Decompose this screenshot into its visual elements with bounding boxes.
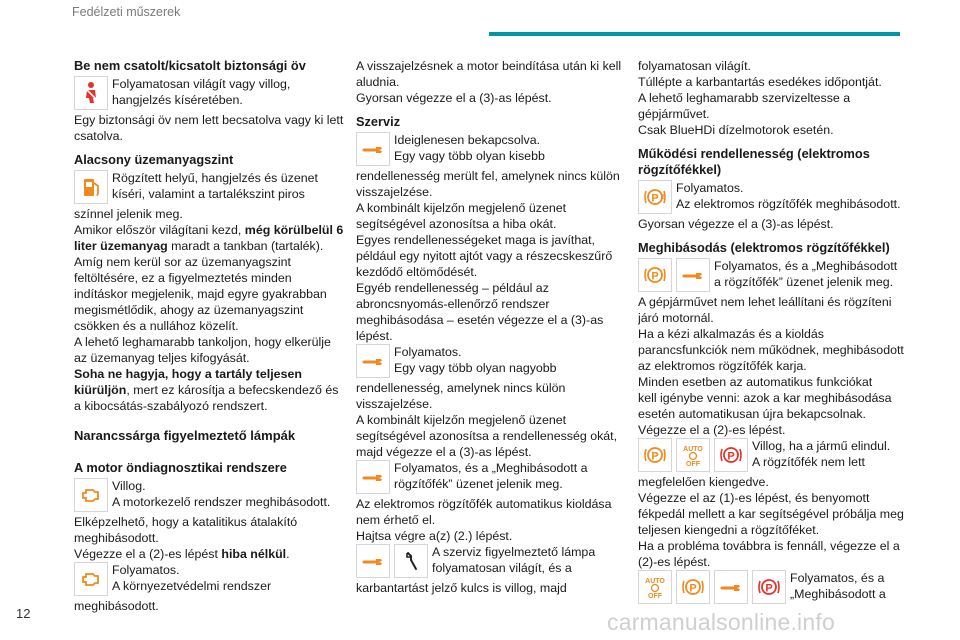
text-line: Villog, ha a jármű elindul.: [752, 439, 891, 453]
text-line: Amikor először világítani kezd, még körülbelül 6: [74, 223, 344, 237]
text-line: Minden esetben az automatikus funkciókat: [638, 375, 873, 389]
fuel-heading: Alacsony üzemanyagszint: [74, 152, 234, 167]
orange-lamps-heading: Narancssárga figyelmeztető lámpák: [74, 428, 296, 443]
diag-heading: A motor öndiagnosztikai rendszere: [74, 460, 287, 475]
fault-block-3: [638, 570, 908, 606]
epb-heading-2: rögzítőfékkel): [638, 162, 722, 177]
parking-brake-fault-icon: [638, 180, 672, 214]
svg-text:!: !: [662, 194, 665, 201]
text-line: hangjelzés kíséretében.: [112, 93, 243, 107]
text-line: például egy nyitott ajtót vagy a részecskeszűrő: [356, 249, 613, 263]
epb-heading-1: Működési rendellenesség (elektromos: [638, 146, 870, 161]
text-line: lépést.: [356, 329, 393, 343]
text-line: gépjárművet.: [638, 107, 710, 121]
column-2: [356, 58, 626, 596]
text-line: Gyorsan végezze el a (3)-as lépést.: [638, 217, 834, 231]
parking-brake-fault-icon: [676, 570, 710, 604]
text-line: a kibocsátás-szabályozó rendszert.: [74, 399, 268, 413]
text-line: rendellenesség merült fel, amelynek nincs külön: [356, 169, 620, 183]
text-line: Egyes rendellenességeket maga is javíthat,: [356, 233, 596, 247]
text-line: Végezze el a (2)-es lépést hiba nélkül.: [74, 547, 290, 561]
text-line: A szerviz figyelmeztető lámpa: [432, 545, 596, 559]
engine-icon: [74, 562, 108, 596]
text-line: Gyorsan végezze el a (3)-as lépést.: [356, 91, 552, 105]
fuel-pump-icon: [74, 170, 108, 204]
text-line: A lehető leghamarabb szervizeltesse a: [638, 91, 851, 105]
text-line: nem érhető el.: [356, 513, 436, 527]
seatbelt-heading: Be nem csatolt/kicsatolt biztonsági öv: [74, 58, 306, 73]
column-3: [638, 58, 908, 606]
text-line: színnel jelenik meg.: [74, 207, 183, 221]
wrench-icon: [676, 258, 710, 292]
text-line: A rögzítőfék nem lett: [752, 455, 865, 469]
text-line: liter üzemanyag maradt a tankban (tartalék).: [74, 239, 324, 253]
text-line: Rögzített helyű, hangjelzés és üzenet: [112, 171, 318, 185]
fault-block-2: [638, 438, 908, 570]
wrench-icon: [356, 132, 390, 166]
fault-heading: Meghibásodás (elektromos rögzítőfékkel): [638, 240, 890, 255]
text-line: Ha a kézi alkalmazás és a kioldás: [638, 327, 824, 341]
service-block-3: [356, 460, 626, 544]
text-line: aludnia.: [356, 75, 400, 89]
text-line: Egy vagy több olyan kisebb: [394, 149, 545, 163]
spanner-icon: [394, 544, 428, 578]
text-line: Túllépte a karbantartás esedékes időpontját.: [638, 75, 882, 89]
text-line: A lehető leghamarabb tankoljon, hogy elkerülje: [74, 335, 331, 349]
text-line: kezdődő eltömődését.: [356, 265, 478, 279]
text-line: Folyamatos, és a „Meghibásodott: [714, 259, 898, 273]
text-line: Ha a probléma továbbra is fennáll, végezze el a: [638, 539, 900, 553]
text-line: Az elektromos rögzítőfék automatikus kioldása: [356, 497, 612, 511]
text-line: Hajtsa végre a(z) (2.) lépést.: [356, 529, 513, 543]
text-line: megfelelően kiengedve.: [638, 475, 769, 489]
diag-block-2: [74, 562, 344, 614]
engine-icon: [74, 478, 108, 512]
text-line: Folyamatos.: [676, 181, 744, 195]
text-line: az elektromos rögzítőfék karja.: [638, 359, 807, 373]
service-block-1: [356, 132, 626, 344]
column-1: [74, 58, 344, 614]
text-line: parancsfunkciók nem működnek, meghibásodott: [638, 343, 904, 357]
parking-brake-fault-icon: [638, 438, 672, 472]
text-line: Folyamatos, és a „Meghibásodott a: [394, 461, 588, 475]
text-line: rögzítőfék” üzenet jelenik meg.: [394, 477, 563, 491]
text-line: kell igénybe venni: azok a kar meghibásodása: [638, 391, 892, 405]
svg-text:OFF: OFF: [686, 461, 700, 468]
seatbelt-icon: [74, 76, 108, 110]
text-line: meghibásodott.: [74, 599, 159, 613]
header-accent-bar: [489, 32, 900, 36]
svg-text:P: P: [727, 450, 735, 463]
text-line: A gépjárművet nem lehet leállítani és rögzíteni: [638, 295, 892, 309]
text-line: A kombinált kijelzőn megjelenő üzenet: [356, 201, 567, 215]
text-line: A visszajelzésnek a motor beindítása után ki kell: [356, 59, 622, 73]
svg-text:P: P: [765, 582, 773, 595]
text-line: (2)-es lépést.: [638, 555, 711, 569]
wrench-icon: [714, 570, 748, 604]
text-line: Egyéb rendellenesség – például az: [356, 281, 549, 295]
parking-brake-fault-icon: [638, 258, 672, 292]
text-line: Az elektromos rögzítőfék meghibásodott.: [676, 197, 901, 211]
text-line: Egy vagy több olyan nagyobb: [394, 361, 557, 375]
seatbelt-block: [74, 76, 344, 144]
text-line: rendellenesség, amelynek nincs külön: [356, 381, 566, 395]
text-line: majd végezze el a (3)-as lépést.: [356, 445, 532, 459]
text-line: feltöltésére, ez a figyelmeztetés minden: [74, 271, 292, 285]
service-block-4: [356, 544, 626, 596]
text-line: karbantartást jelző kulcs is villog, majd: [356, 581, 567, 595]
svg-text:AUTO: AUTO: [683, 446, 703, 453]
text-line: Soha ne hagyja, hogy a tartály teljesen: [74, 367, 302, 381]
text-line: megismétlődik, ahogy az üzemanyagszint: [74, 303, 304, 317]
text-line: folyamatosan világít.: [638, 59, 751, 73]
text-line: Villog.: [112, 479, 146, 493]
text-line: Folyamatos, és a: [790, 571, 885, 585]
text-line: az üzemanyag teljes kifogyását.: [74, 351, 250, 365]
text-line: meghibásodása – esetén végezze el a (3)-as: [356, 313, 604, 327]
svg-text:P: P: [651, 450, 659, 463]
text-line: kíséri, valamint a tartalékszint piros: [112, 187, 305, 201]
text-line: Végezze el az (1)-es lépést, és benyomott: [638, 491, 870, 505]
watermark: carmanualsonline.info: [607, 609, 835, 635]
svg-text:P: P: [651, 270, 659, 283]
text-line: Ideiglenesen bekapcsolva.: [394, 133, 541, 147]
text-line: indításkor megjelenik, majd egyre gyakrabban: [74, 287, 327, 301]
svg-text:P: P: [689, 582, 697, 595]
text-line: „Meghibásodott a: [790, 587, 886, 601]
svg-text:OFF: OFF: [648, 593, 662, 600]
diag-block: [74, 478, 344, 562]
text-line: abroncsnyomás-ellenőrző rendszer: [356, 297, 550, 311]
text-line: csatolva.: [74, 129, 123, 143]
text-line: Folyamatosan világít vagy villog,: [112, 77, 291, 91]
wrench-icon: [356, 544, 390, 578]
text-line: a rögzítőfék” üzenet jelenik meg.: [714, 275, 894, 289]
text-line: visszajelzése.: [356, 185, 433, 199]
text-line: folyamatosan világít, és a: [432, 561, 572, 575]
service-heading: Szerviz: [356, 114, 401, 129]
page-number: 12: [16, 606, 31, 621]
text-line: segítségével azonosítsa a rendellenesség okát,: [356, 429, 618, 443]
epb-block: [638, 180, 908, 232]
fuel-block: [74, 170, 344, 414]
fault-block-1: [638, 258, 908, 438]
text-line: Amíg nem kerül sor az üzemanyagszint: [74, 255, 291, 269]
svg-text:AUTO: AUTO: [645, 578, 665, 585]
text-line: Elképzelhető, hogy a katalitikus átalakító: [74, 515, 298, 529]
wrench-icon: [356, 344, 390, 378]
svg-text:P: P: [651, 192, 659, 205]
text-line: Egy biztonsági öv nem lett becsatolva vagy ki lett: [74, 113, 344, 127]
text-line: kiürüljön, mert ez károsítja a befecskendező és: [74, 383, 339, 397]
text-line: A környezetvédelmi rendszer: [112, 579, 272, 593]
auto-off-icon: [638, 570, 672, 604]
text-line: fékpedál mellett a kar segítségével próbálja meg: [638, 507, 904, 521]
header-title: Fedélzeti műszerek: [72, 5, 181, 19]
text-line: A kombinált kijelzőn megjelenő üzenet: [356, 413, 567, 427]
text-line: teljesen kiengedni a rögzítőféket.: [638, 523, 820, 537]
text-line: csökken és a nullához közelít.: [74, 319, 239, 333]
text-line: meghibásodott.: [74, 531, 159, 545]
text-line: Folyamatos.: [394, 345, 462, 359]
parking-brake-red-icon: [752, 570, 786, 604]
text-line: esetén automatikusan újra bekapcsolnak.: [638, 407, 866, 421]
text-line: Folyamatos.: [112, 563, 180, 577]
auto-off-icon: [676, 438, 710, 472]
service-block-2: [356, 344, 626, 460]
text-line: Csak BlueHDi dízelmotorok esetén.: [638, 123, 834, 137]
text-line: járó motornál.: [638, 311, 714, 325]
wrench-icon: [356, 460, 390, 494]
text-line: Végezze el a (2)-es lépést.: [638, 423, 786, 437]
parking-brake-red-icon: [714, 438, 748, 472]
text-line: segítségével azonosítsa a hiba okát.: [356, 217, 557, 231]
text-line: visszajelzése.: [356, 397, 433, 411]
text-line: A motorkezelő rendszer meghibásodott.: [112, 495, 331, 509]
